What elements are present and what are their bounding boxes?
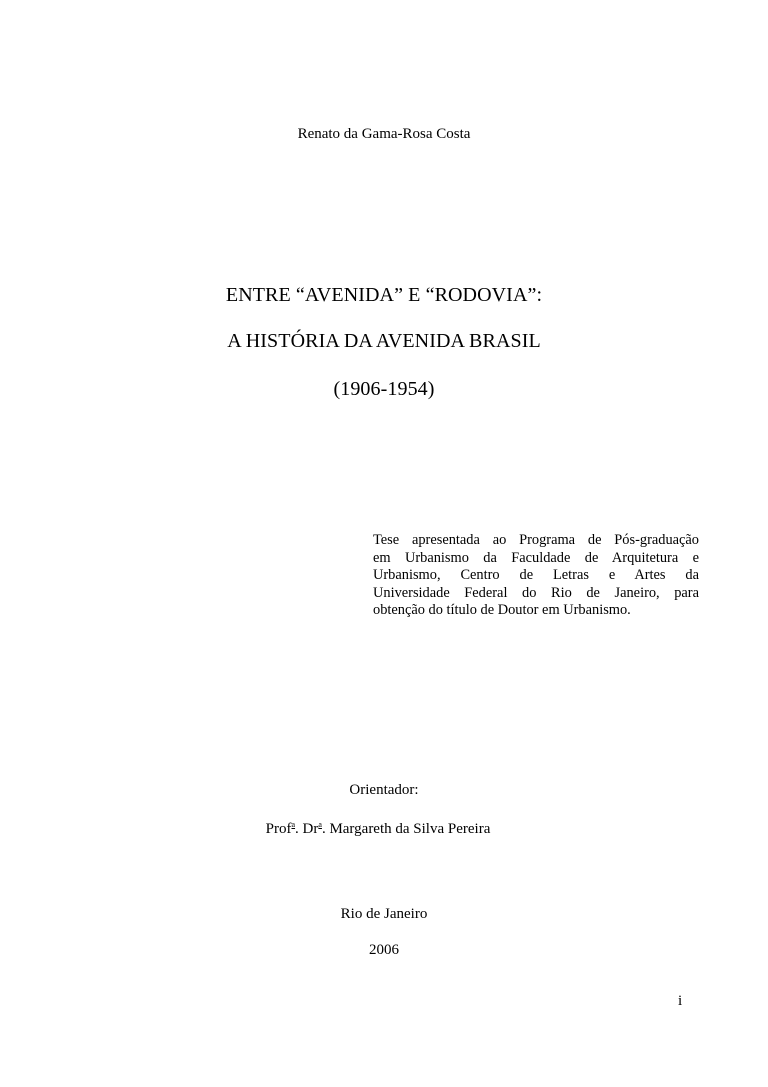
place-of-publication: Rio de Janeiro bbox=[340, 906, 428, 922]
presentation-note-line: Tese apresentada ao Programa de Pós-graduação bbox=[373, 532, 699, 548]
presentation-note-line: Universidade Federal do Rio de Janeiro, para bbox=[373, 584, 699, 601]
publication-year: 2006 bbox=[369, 942, 399, 958]
advisor-name bbox=[0, 820, 762, 838]
thesis-title-line-2: A HISTÓRIA DA AVENIDA BRASIL bbox=[227, 330, 541, 352]
thesis-title-years: (1906-1954) bbox=[333, 378, 435, 400]
advisor-title-dr-sup: a bbox=[318, 820, 322, 829]
advisor-title-prof-sup: a bbox=[291, 820, 296, 829]
presentation-note-line: obtenção do título de Doutor em Urbanismo. bbox=[373, 602, 631, 618]
thesis-title-line-1: ENTRE “AVENIDA” E “RODOVIA”: bbox=[225, 284, 543, 306]
thesis-presentation-note bbox=[373, 532, 699, 620]
advisor-title-dr: . Dr bbox=[295, 821, 319, 837]
advisor-label: Orientador: bbox=[349, 782, 419, 798]
presentation-note-line: Urbanismo, Centro de Letras e Artes da bbox=[373, 567, 699, 583]
advisor-full-name: . Margareth da Silva Pereira bbox=[321, 821, 491, 837]
page-number: i bbox=[678, 993, 683, 1009]
advisor-title-prof: Prof bbox=[265, 821, 292, 837]
presentation-note-line: em Urbanismo da Faculdade de Arquitetura e bbox=[373, 549, 699, 566]
author-name: Renato da Gama-Rosa Costa bbox=[297, 126, 471, 142]
